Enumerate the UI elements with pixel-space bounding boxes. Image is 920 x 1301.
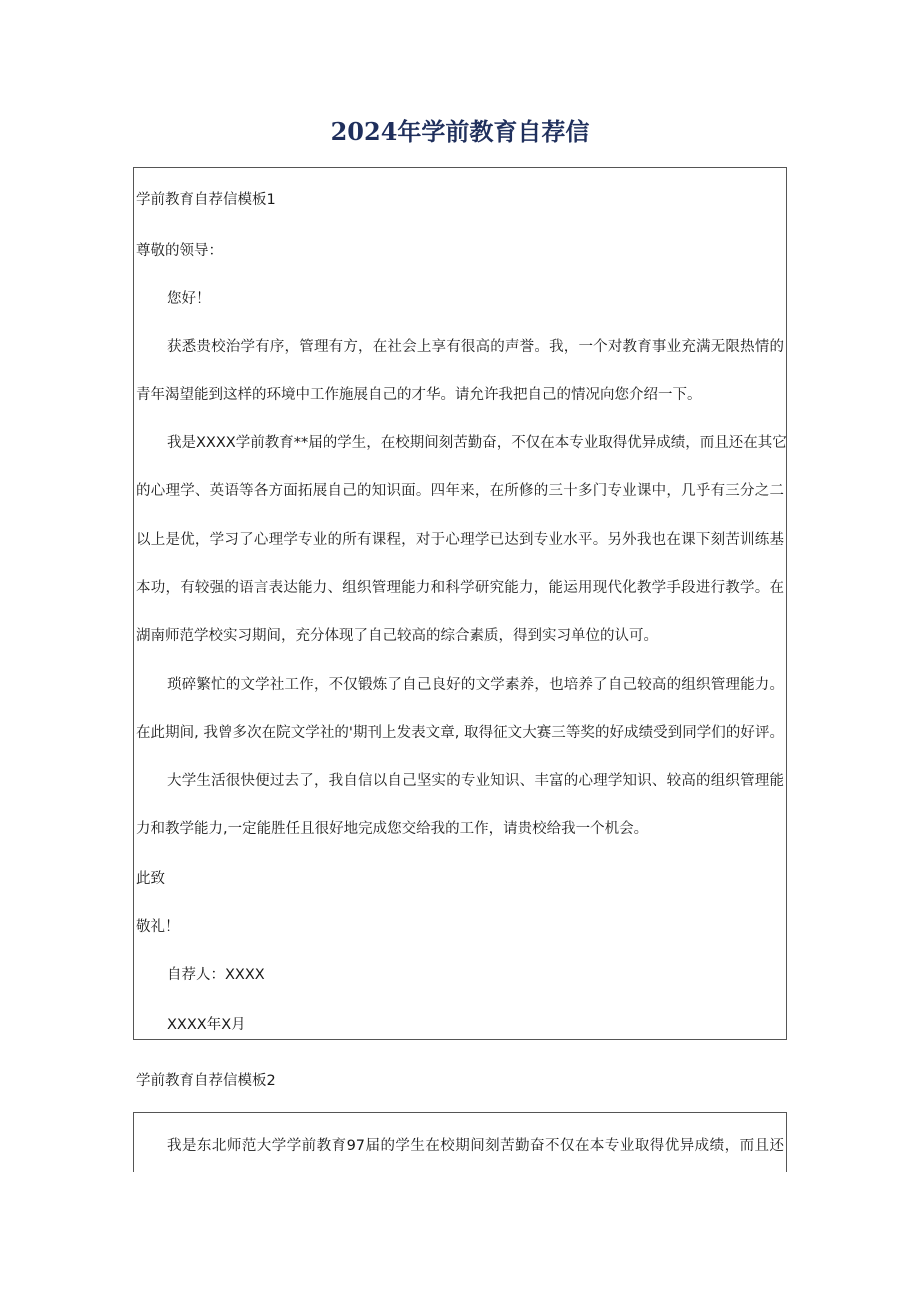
document-title: 2024年学前教育自荐信 <box>330 117 590 146</box>
signature: 自荐人：XXXX <box>167 967 265 983</box>
paragraph-line: 获悉贵校治学有序，管理有方，在社会上享有很高的声誉。我，一个对教育事业充满无限热情的 <box>167 339 784 355</box>
paragraph-line: 本功，有较强的语言表达能力、组织管理能力和科学研究能力，能运用现代化教学手段进行教学。在 <box>136 580 784 596</box>
paragraph-line: 我是XXXX学前教育**届的学生，在校期间刻苦勤奋，不仅在本专业取得优异成绩，而且还在其它 <box>167 435 787 451</box>
closing-line-2: 敬礼！ <box>136 919 180 935</box>
date: XXXX年X月 <box>167 1017 246 1033</box>
closing-line-1: 此致 <box>136 871 165 887</box>
paragraph-line: 在此期间, 我曾多次在院文学社的'期刊上发表文章, 取得征文大赛三等奖的好成绩受到同学们的好评。 <box>136 725 784 741</box>
paragraph-line: 湖南师范学校实习期间，充分体现了自己较高的综合素质，得到实习单位的认可。 <box>136 628 658 644</box>
paragraph-line: 琐碎繁忙的文学社工作，不仅锻炼了自己良好的文学素养，也培养了自己较高的组织管理能力。 <box>167 677 784 693</box>
salutation: 尊敬的领导： <box>136 243 223 259</box>
paragraph-line: 青年渴望能到这样的环境中工作施展自己的才华。请允许我把自己的情况向您介绍一下。 <box>136 387 702 403</box>
paragraph-line: 大学生活很快便过去了，我自信以自己坚实的专业知识、丰富的心理学知识、较高的组织管理能 <box>167 773 784 789</box>
paragraph-line: 我是东北师范大学学前教育97届的学生在校期间刻苦勤奋不仅在本专业取得优异成绩，而且还 <box>167 1138 784 1154</box>
paragraph-line: 以上是优，学习了心理学专业的所有课程，对于心理学已达到专业水平。另外我也在课下刻苦训练基 <box>136 532 784 548</box>
template-2-heading: 学前教育自荐信模板2 <box>136 1073 276 1089</box>
paragraph-line: 的心理学、英语等各方面拓展自己的知识面。四年来，在所修的三十多门专业课中，几乎有三分之二 <box>136 483 784 499</box>
paragraph-line: 力和教学能力,一定能胜任且很好地完成您交给我的工作，请贵校给我一个机会。 <box>136 821 649 837</box>
letter-template-1-box <box>133 167 787 1040</box>
template-1-heading: 学前教育自荐信模板1 <box>136 192 276 208</box>
greeting: 您好！ <box>167 291 211 307</box>
